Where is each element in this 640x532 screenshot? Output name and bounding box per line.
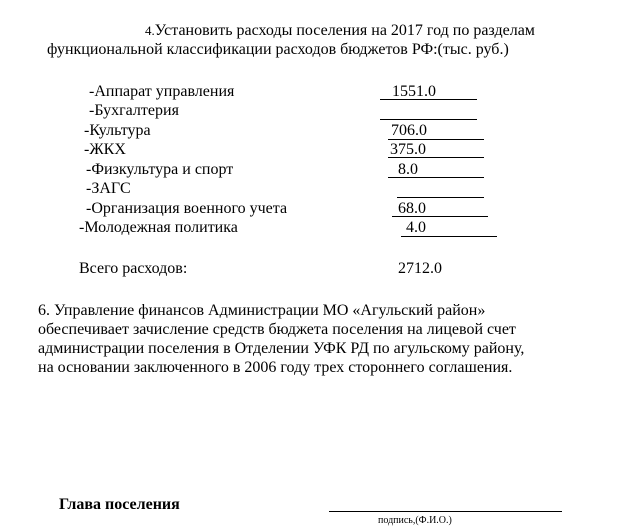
signature-caption: подпись,(Ф.И.О.) [378,515,452,526]
expense-label-housing: -ЖКХ [84,141,126,158]
expense-label-registry: -ЗАГС [86,180,131,197]
expense-label-sport: -Физкультура и спорт [86,161,234,178]
total-value: 2712.0 [398,260,442,277]
section4-heading-line1 [145,22,535,40]
expense-label-culture: -Культура [84,122,151,139]
signature-title: Глава поселения [59,496,180,513]
expense-value-culture: 706.0 [391,122,427,139]
expense-underline-military [392,216,488,217]
expense-value-military: 68.0 [398,200,426,217]
expense-value-apparatus: 1551.0 [392,83,436,100]
expense-underline-culture [388,139,484,140]
section6-line2: обеспечивает зачисление средств бюджета поселения на лицевой счет [38,321,516,338]
section4-heading-line2: функциональной классификации расходов бюджетов РФ:(тыс. руб.) [47,41,509,58]
signature-line [329,511,562,512]
expense-value-sport: 8.0 [398,161,418,178]
section6-line4: на основании заключенного в 2006 году трех стороннего соглашения. [38,359,513,376]
section4-heading-text: Установить расходы поселения на 2017 год по разделам [154,22,535,39]
expense-underline-apparatus [380,99,477,100]
expense-underline-housing [388,157,484,158]
section6-line3: администрации поселения в Отделении УФК РД по агульскому району, [38,340,525,357]
expense-value-youth: 4.0 [406,219,426,236]
total-label: Всего расходов: [79,260,188,277]
expense-label-youth: -Молодежная политика [79,219,238,236]
section4-number: 4. [145,23,155,38]
section6-line1: 6. Управление финансов Администрации МО «Агульский район» [38,302,486,319]
expense-label-apparatus: -Аппарат управления [89,83,235,100]
expense-underline-registry [397,197,484,198]
expense-underline-sport [388,177,484,178]
expense-label-military: -Организация военного учета [86,200,288,217]
expense-value-housing: 375.0 [390,141,426,158]
expense-underline-youth [401,236,497,237]
expense-underline-accounting [380,119,477,120]
expense-label-accounting: -Бухгалтерия [89,102,179,119]
